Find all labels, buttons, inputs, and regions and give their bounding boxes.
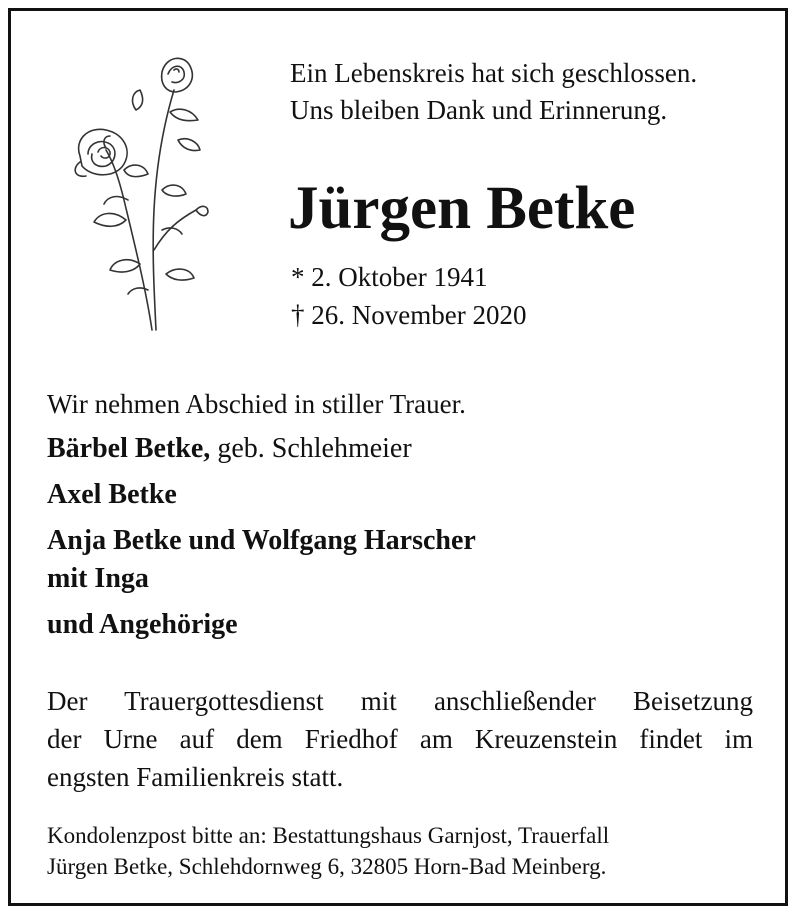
motto — [290, 55, 697, 129]
service-line-3: engsten Familienkreis statt. — [47, 762, 344, 792]
service-line-2: der Urne auf dem Friedhof am Kreuzenstein findet im — [47, 724, 753, 754]
condolence-address — [47, 820, 609, 882]
deceased-name: Jürgen Betke — [288, 175, 636, 242]
mourner-spouse-name: Bärbel Betke, — [47, 433, 211, 464]
flower-illustration — [66, 50, 216, 332]
life-dates — [291, 258, 526, 334]
mourner-relatives: und Angehörige — [47, 609, 238, 640]
farewell-text: Wir nehmen Abschied in stiller Trauer. — [47, 389, 466, 419]
condolence-line-1: Kondolenzpost bitte an: Bestattungshaus Garnjost, Trauerfall — [47, 823, 610, 848]
mourner-son: Axel Betke — [47, 479, 177, 510]
mourner-spouse — [47, 430, 476, 468]
condolence-line-2: Jürgen Betke, Schlehdornweg 6, 32805 Horn-Bad Meinberg. — [47, 854, 607, 879]
mourner-daughter: Anja Betke und Wolfgang Harscher — [47, 525, 476, 556]
mourner-daughter-cont: mit Inga — [47, 563, 149, 594]
service-line-1: Der Trauergottesdienst mit anschließender Beisetzung — [47, 686, 753, 716]
motto-line-2: Uns bleiben Dank und Erinnerung. — [290, 95, 668, 125]
death-date: † 26. November 2020 — [291, 300, 527, 330]
birth-date: * 2. Oktober 1941 — [291, 262, 488, 292]
motto-line-1: Ein Lebenskreis hat sich geschlossen. — [290, 58, 698, 88]
mourners-list — [47, 430, 476, 644]
service-info — [47, 682, 753, 796]
mourner-spouse-maiden: geb. Schlehmeier — [210, 433, 412, 464]
